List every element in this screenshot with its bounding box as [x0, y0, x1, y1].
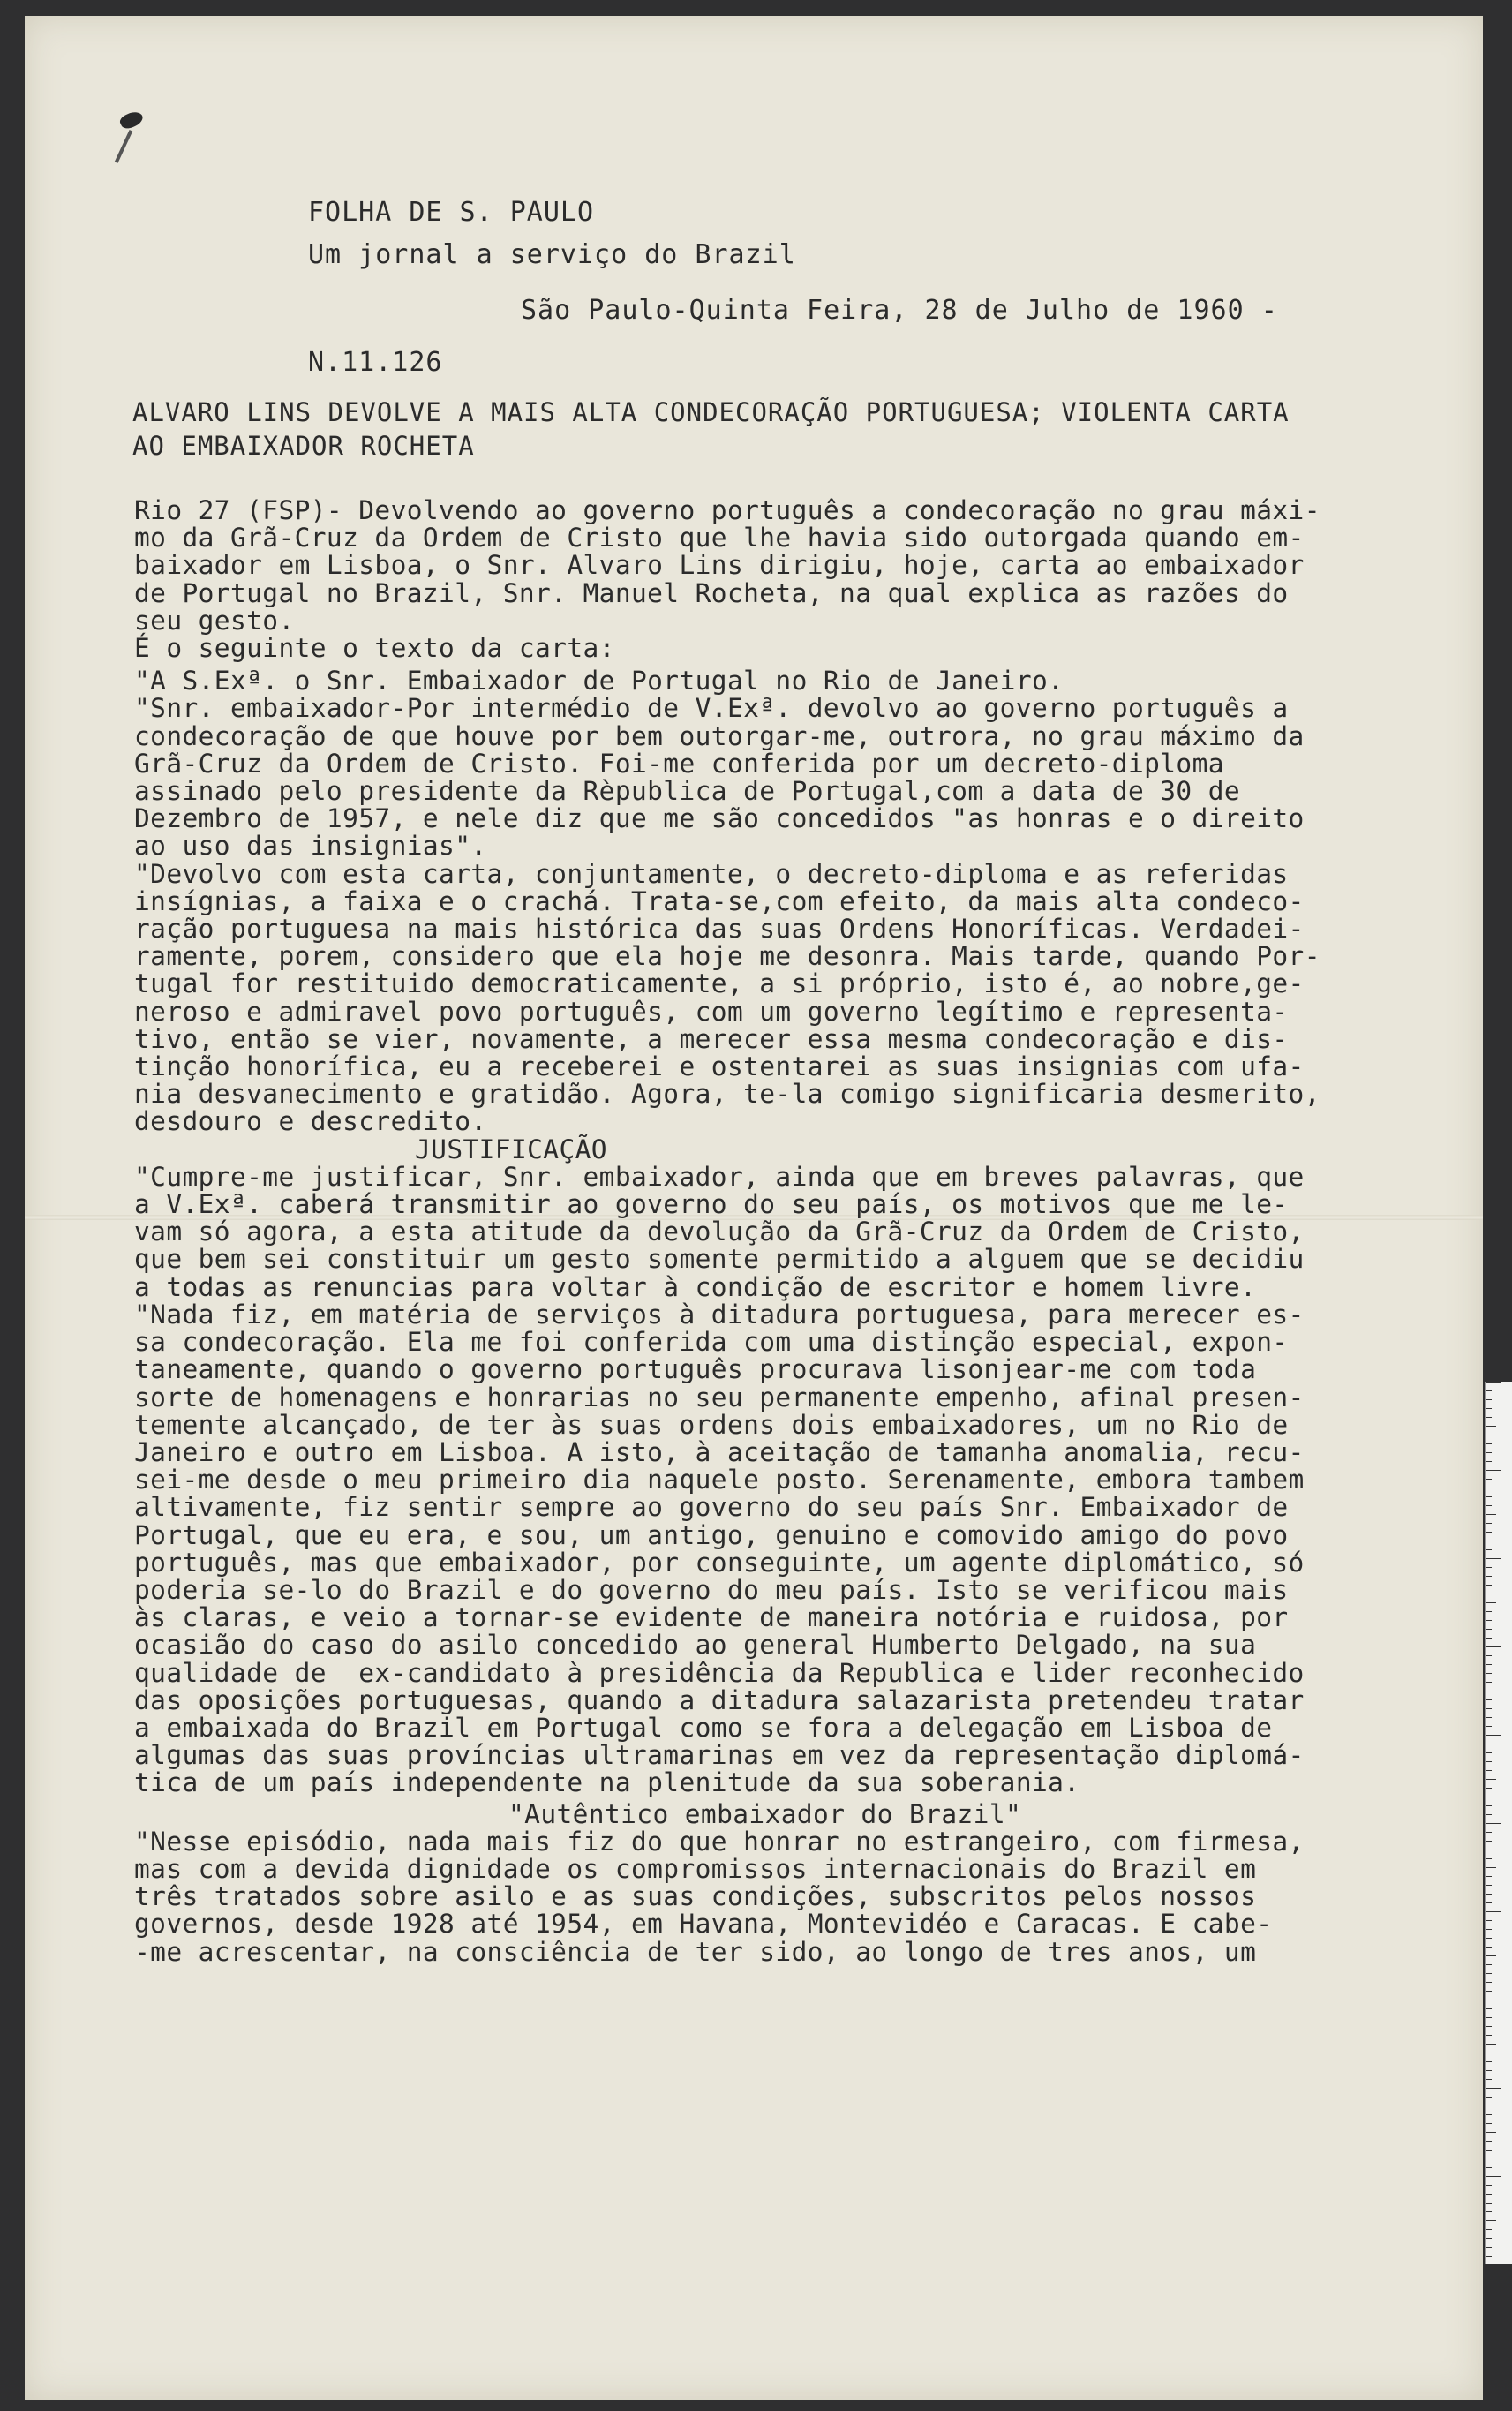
ruler-tick [1486, 1452, 1492, 1453]
body-line: sorte de homenagens e honrarias no seu permanente empenho, afinal presen- [134, 1382, 1305, 1413]
ruler-tick [1486, 1991, 1492, 1992]
ruler-tick [1486, 2194, 1492, 2195]
ruler-tick [1486, 1390, 1492, 1391]
body-line: "A S.Exª. o Snr. Embaixador de Portugal no Rio de Janeiro. [134, 666, 1064, 697]
ruler-tick [1486, 1973, 1492, 1974]
ruler-tick [1486, 1717, 1492, 1718]
body-line: ração portuguesa na mais histórica das suas Ordens Honoríficas. Verdadei- [134, 914, 1305, 945]
ruler-tick [1486, 1399, 1492, 1400]
body-line: a todas as renuncias para voltar à condição de escritor e homem livre. [134, 1271, 1257, 1302]
body-line: nia desvanecimento e gratidão. Agora, te-la comigo significaria desmerito, [134, 1079, 1320, 1110]
body-line: Rio 27 (FSP)- Devolvendo ao governo português a condecoração no grau máxi- [134, 495, 1320, 525]
body-line: tinção honorífica, eu a receberei e ostentarei as suas insignias com ufa- [134, 1051, 1305, 1082]
ruler-tick [1486, 2176, 1501, 2177]
body-line: tivo, então se vier, novamente, a merecer essa mesma condecoração e dis- [134, 1023, 1289, 1054]
ruler-tick [1486, 1682, 1492, 1683]
ruler-tick [1486, 2017, 1492, 2018]
ruler-tick [1486, 1823, 1501, 1824]
ruler-tick [1486, 2008, 1492, 2009]
ruler-tick [1486, 2061, 1492, 2062]
ruler-tick [1486, 1699, 1492, 1700]
ruler-tick [1486, 2123, 1492, 2124]
ruler-tick [1486, 1408, 1492, 1409]
ruler-tick [1486, 1947, 1492, 1948]
ruler-tick [1486, 2088, 1501, 2089]
body-line: a embaixada do Brazil em Portugal como se fora a delegação em Lisboa de [134, 1712, 1273, 1743]
ruler-tick [1486, 1576, 1492, 1577]
ruler-tick [1486, 2026, 1492, 2027]
ruler-tick [1486, 1814, 1492, 1815]
headline-line-2: AO EMBAIXADOR ROCHETA [132, 431, 475, 461]
ruler-tick [1486, 1920, 1492, 1921]
body-line: qualidade de ex-candidato à presidência da Republica e lider reconhecido [134, 1657, 1305, 1688]
ruler-tick [1486, 1902, 1492, 1903]
body-line: condecoração de que houve por bem outorgar-me, outrora, no grau máximo da [134, 720, 1305, 751]
issue-number: N.11.126 [308, 347, 443, 378]
ruler-tick [1486, 2150, 1492, 2151]
body-line: mo da Grã-Cruz da Ordem de Cristo que lhe havia sido outorgada quando em- [134, 523, 1305, 554]
body-line: É o seguinte o texto da carta: [134, 633, 615, 664]
dateline: São Paulo-Quinta Feira, 28 de Julho de 1960 - [521, 295, 1278, 326]
body-line: sei-me desde o meu primeiro dia naquele posto. Serenamente, embora tambem [134, 1465, 1305, 1496]
ruler-tick [1486, 1611, 1492, 1612]
ruler-tick [1486, 1558, 1501, 1559]
body-line: temente alcançado, de ter às suas ordens dois embaixadores, um no Rio de [134, 1409, 1289, 1440]
ruler-tick [1486, 1549, 1492, 1550]
body-line: "Nesse episódio, nada mais fiz do que honrar no estrangeiro, com firmesa, [134, 1826, 1305, 1857]
body-line: que bem sei constituir um gesto somente permitido a alguem que se decidiu [134, 1244, 1305, 1275]
body-line: três tratados sobre asilo e as suas condições, subscritos pelos nossos [134, 1881, 1257, 1912]
body-line: português, mas que embaixador, por conseguinte, um agente diplomático, só [134, 1547, 1305, 1578]
ruler-tick [1486, 1805, 1492, 1806]
ruler-tick [1486, 1726, 1492, 1727]
ruler-tick [1486, 1523, 1492, 1524]
ruler-tick [1486, 1655, 1492, 1656]
body-line: "Snr. embaixador-Por intermédio de V.Exª. devolvo ao governo português a [134, 693, 1289, 724]
body-line: ramente, porem, considero que ela hoje me desonra. Mais tarde, quando Por- [134, 941, 1320, 972]
body-line: assinado pelo presidente da Rèpublica de Portugal,com a data de 30 de [134, 776, 1241, 807]
body-line: Dezembro de 1957, e nele diz que me são concedidos "as honras e o direito [134, 803, 1305, 834]
ruler-tick [1486, 1470, 1501, 1471]
body-line: ocasião do caso do asilo concedido ao general Humberto Delgado, na sua [134, 1630, 1257, 1661]
ruler-tick [1486, 2203, 1492, 2204]
ruler-tick [1486, 1567, 1492, 1568]
subheading-autentico-embaixador: "Autêntico embaixador do Brazil" [508, 1798, 1022, 1829]
ruler-tick [1486, 1867, 1496, 1868]
ruler-tick [1486, 2256, 1492, 2257]
ruler-tick [1486, 1982, 1492, 1983]
ruler-tick [1486, 1505, 1492, 1506]
body-line: de Portugal no Brazil, Snr. Manuel Rocheta, na qual explica as razões do [134, 577, 1289, 608]
ruler-tick [1486, 1752, 1492, 1753]
body-line: poderia se-lo do Brazil e do governo do meu país. Isto se verificou mais [134, 1574, 1289, 1605]
body-line: seu gesto. [134, 605, 295, 636]
ruler-tick [1486, 2229, 1492, 2230]
ruler-tick [1486, 2247, 1492, 2248]
subheading-justificacao: JUSTIFICAÇÃO [415, 1134, 607, 1164]
ruler-tick [1486, 2070, 1492, 2071]
body-line: tugal for restituido democraticamente, a si próprio, isto é, ao nobre,ge- [134, 968, 1305, 999]
tagline: Um jornal a serviço do Brazil [308, 239, 796, 270]
ruler-tick [1486, 1664, 1492, 1665]
body-line: "Devolvo com esta carta, conjuntamente, o decreto-diploma e as referidas [134, 858, 1289, 889]
ruler-tick [1486, 1911, 1501, 1912]
ruler-tick [1486, 1646, 1501, 1647]
body-line: a V.Exª. caberá transmitir ao governo do seu país, os motivos que me le- [134, 1189, 1289, 1220]
ruler-tick [1486, 1426, 1496, 1427]
ruler-tick [1486, 1479, 1492, 1480]
ruler-tick [1486, 1761, 1492, 1762]
ruler-tick [1486, 2141, 1492, 2142]
ruler-tick [1486, 1673, 1492, 1674]
ruler-tick [1486, 2035, 1492, 2036]
ruler-tick [1486, 1532, 1492, 1533]
body-line: das oposições portuguesas, quando a ditadura salazarista pretendeu tratar [134, 1684, 1305, 1715]
ruler-tick [1486, 1514, 1496, 1515]
ruler-tick [1486, 2238, 1492, 2239]
ruler-tick [1486, 2114, 1492, 2115]
ruler-tick [1486, 1832, 1492, 1833]
ruler-tick [1486, 1885, 1492, 1886]
ruler-tick [1486, 1417, 1492, 1418]
ruler-tick [1486, 1964, 1492, 1965]
body-line: "Cumpre-me justificar, Snr. embaixador, ainda que em breves palavras, que [134, 1161, 1305, 1192]
body-line: Portugal, que eu era, e sou, um antigo, genuino e comovido amigo do povo [134, 1519, 1289, 1550]
ruler-tick [1486, 1938, 1492, 1939]
ink-blot [118, 109, 145, 131]
scale-ruler [1485, 1382, 1512, 2264]
body-line: mas com a devida dignidade os compromissos internacionais do Brazil em [134, 1853, 1257, 1884]
ruler-tick [1486, 1496, 1492, 1497]
ruler-tick [1486, 1876, 1492, 1877]
ruler-tick [1486, 1443, 1492, 1444]
ruler-tick [1486, 1894, 1492, 1895]
body-line: vam só agora, a esta atitude da devolução da Grã-Cruz da Ordem de Cristo, [134, 1217, 1305, 1247]
ruler-tick [1486, 2132, 1496, 2133]
ruler-tick [1486, 1929, 1492, 1930]
ruler-tick [1486, 1638, 1492, 1639]
body-line: insígnias, a faixa e o crachá. Trata-se,com efeito, da mais alta condeco- [134, 885, 1305, 916]
ruler-tick [1486, 2167, 1492, 2168]
ruler-tick [1486, 1788, 1492, 1789]
ruler-tick [1486, 2211, 1492, 2212]
body-line: baixador em Lisboa, o Snr. Alvaro Lins dirigiu, hoje, carta ao embaixador [134, 550, 1305, 581]
body-line: Janeiro e outro em Lisboa. A isto, à aceitação de tamanha anomalia, recu- [134, 1436, 1305, 1467]
ruler-tick [1486, 2044, 1496, 2045]
ruler-tick [1486, 2220, 1496, 2221]
body-line: neroso e admiravel povo português, com um governo legítimo e representa- [134, 996, 1289, 1027]
ruler-tick [1486, 2185, 1492, 2186]
body-line: "Nada fiz, em matéria de serviços à ditadura portuguesa, para merecer es- [134, 1299, 1305, 1330]
body-line: tica de um país independente na plenitude da sua soberania. [134, 1767, 1080, 1798]
body-line: algumas das suas províncias ultramarinas em vez da representação diplomá- [134, 1740, 1305, 1771]
ruler-tick [1486, 2097, 1492, 2098]
headline-line-1: ALVARO LINS DEVOLVE A MAIS ALTA CONDECORAÇÃO PORTUGUESA; VIOLENTA CARTA [132, 397, 1290, 427]
ruler-tick [1486, 1770, 1492, 1771]
body-line: -me acrescentar, na consciência de ter sido, ao longo de tres anos, um [134, 1936, 1257, 1967]
body-line: às claras, e veio a tornar-se evidente de maneira notória e ruidosa, por [134, 1602, 1289, 1633]
ruler-tick [1486, 1708, 1492, 1709]
body-line: sa condecoração. Ela me foi conferida com uma distinção especial, expon- [134, 1327, 1289, 1358]
ruler-tick [1486, 1779, 1496, 1780]
ruler-tick [1486, 1602, 1496, 1603]
ruler-tick [1486, 1585, 1492, 1586]
body-line: governos, desde 1928 até 1954, em Havana, Montevidéo e Caracas. E cabe- [134, 1909, 1273, 1940]
ruler-tick [1486, 2079, 1492, 2080]
ruler-tick [1486, 1841, 1492, 1842]
ruler-tick [1486, 1629, 1492, 1630]
ruler-tick [1486, 1955, 1496, 1956]
body-line: altivamente, fiz sentir sempre ao governo do seu país Snr. Embaixador de [134, 1492, 1289, 1523]
ruler-tick [1486, 1858, 1492, 1859]
article-body [134, 497, 1458, 1966]
body-line: ao uso das insignias". [134, 831, 487, 862]
body-line: desdouro e descredito. [134, 1106, 487, 1137]
ruler-tick [1486, 1620, 1492, 1621]
body-line: taneamente, quando o governo português procurava lisonjear-me com toda [134, 1354, 1257, 1385]
typewritten-page [25, 16, 1483, 2400]
ruler-tick [1486, 1461, 1492, 1462]
masthead: FOLHA DE S. PAULO [308, 197, 595, 228]
body-line: Grã-Cruz da Ordem de Cristo. Foi-me conferida por um decreto-diploma [134, 748, 1224, 779]
ruler-tick [1486, 1735, 1501, 1736]
ink-stroke [115, 130, 133, 163]
ruler-tick [1486, 1382, 1501, 1383]
